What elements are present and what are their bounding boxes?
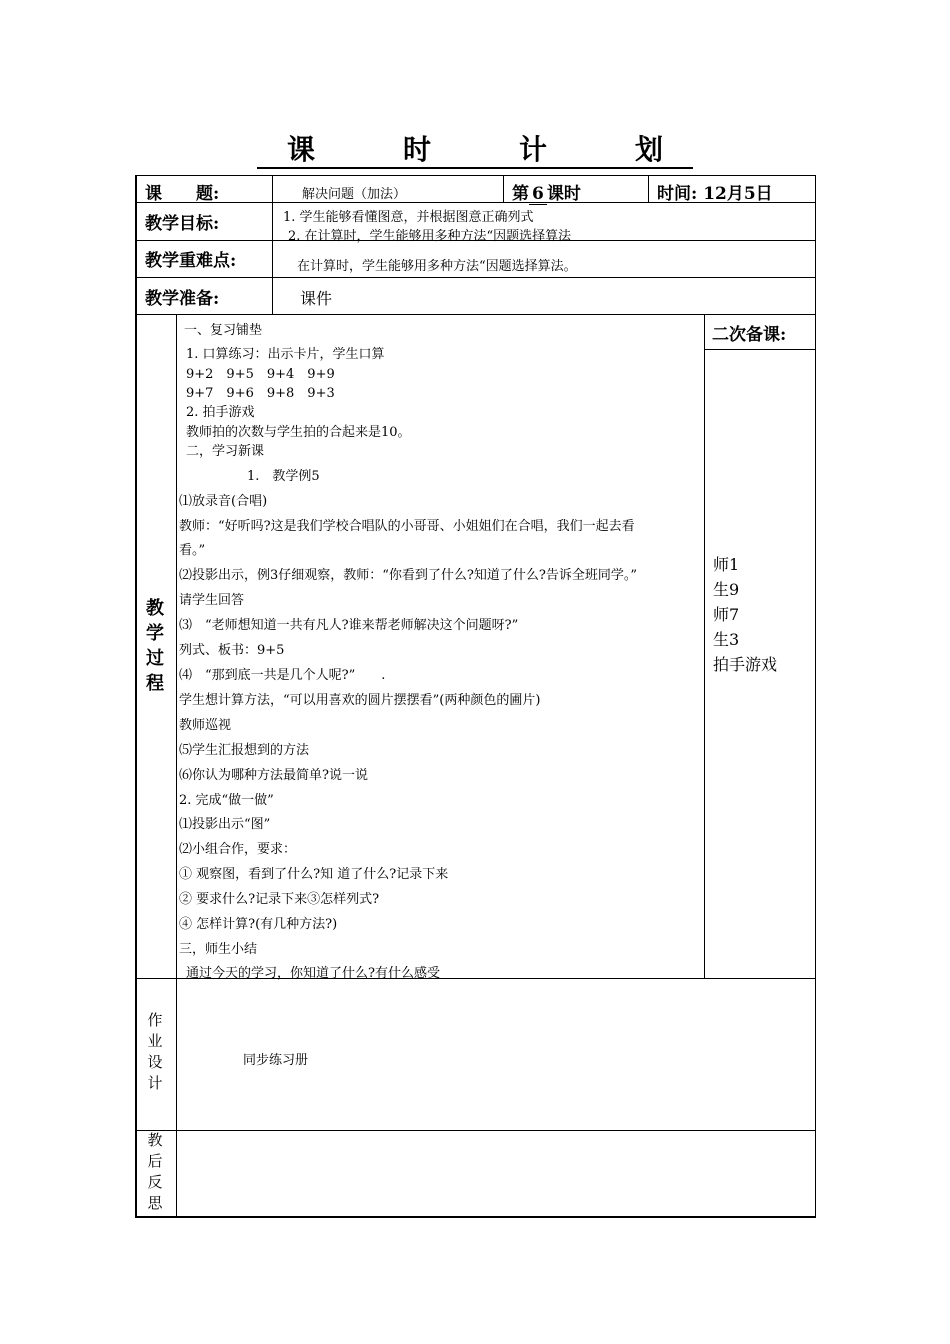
homework-value: 同步练习册 (243, 1053, 309, 1068)
goals-line-1: 1. 学生能够看懂图意，并根据图意正确列式 (283, 210, 534, 225)
process-line: 1. 教学例5 (247, 469, 320, 484)
process-line: 学生想计算方法，“可以用喜欢的圆片摆摆看”(两种颜色的圃片) (179, 693, 541, 708)
process-line: 2. 完成“做一做” (179, 793, 274, 808)
process-line: 9+2 9+5 9+4 9+9 (186, 367, 335, 382)
process-line: ⑵投影出示，例3仔细观察，教师：“你看到了什么?知道了什么?告诉全班同学。” (179, 568, 638, 583)
process-line: ⑴放录音(合唱) (179, 494, 268, 509)
process-line: ⑸学生汇报想到的方法 (179, 743, 310, 758)
second-prep-notes: 师1 生9 师7 生3 拍手游戏 (713, 555, 778, 674)
second-prep-label: 二次备课: (712, 325, 787, 345)
process-line: ② 要求什么?记录下来③怎样列式? (179, 892, 380, 907)
topic-label: 课 题: (145, 184, 220, 204)
topic-value: 解决问题（加法） (302, 187, 407, 202)
process-line: 一、复习铺垫 (184, 323, 263, 338)
process-line: 看。” (179, 543, 206, 558)
prep-value: 课件 (300, 289, 333, 308)
process-line: 9+7 9+6 9+8 9+3 (186, 386, 335, 401)
goals-label: 教学目标: (145, 214, 220, 234)
process-line: 二，学习新课 (186, 444, 265, 459)
process-line: ⑹你认为哪种方法最简单?说一说 (179, 768, 368, 783)
process-line: 请学生回答 (179, 593, 245, 608)
key-points-value: 在计算时，学生能够用多种方法“因题选择算法。 (297, 259, 577, 274)
reflection-label: 教 后 反 思 (147, 1131, 163, 1212)
process-line: ① 观察图，看到了什么?知 道了什么?记录下来 (179, 867, 449, 882)
process-line: ⑴投影出示“图” (179, 817, 271, 832)
process-line: 通过今天的学习，你知道了什么?有什么感受 (186, 966, 440, 981)
process-line: 教师：“好听吗?这是我们学校合唱队的小哥哥、小姐姐们在合唱，我们一起去看 (179, 519, 635, 534)
prep-label: 教学准备: (145, 289, 220, 309)
process-line: 1. 口算练习：出示卡片，学生口算 (186, 347, 385, 362)
process-line: ⑶ “老师想知道一共有凡人?谁来帮老师解决这个问题呀?” (179, 618, 519, 633)
process-line: ⑷ “那到底一共是几个人呢?” . (179, 668, 386, 683)
homework-label: 作 业 设 计 (147, 1011, 163, 1092)
process-line: 2. 拍手游戏 (186, 405, 255, 420)
process-label: 教 学 过 程 (146, 598, 164, 694)
process-line: 三，师生小结 (179, 942, 258, 957)
process-line: 教师拍的次数与学生拍的合起来是10。 (186, 425, 411, 440)
process-line: ④ 怎样计算?(有几种方法?) (179, 917, 338, 932)
process-line: 列式、板书：9+5 (179, 643, 285, 658)
lesson-number: 第 6 课时 (512, 184, 581, 204)
key-points-label: 教学重难点: (145, 251, 237, 271)
process-line: 教师巡视 (179, 718, 232, 733)
goals-line-2: 2. 在计算时，学生能够用多种方法“因题选择算法 (288, 229, 572, 244)
process-line: ⑵小组合作，要求： (179, 842, 297, 857)
lesson-time: 时间: 12月5日 (657, 184, 773, 204)
page-title: 课 时 计 划 (0, 128, 950, 168)
